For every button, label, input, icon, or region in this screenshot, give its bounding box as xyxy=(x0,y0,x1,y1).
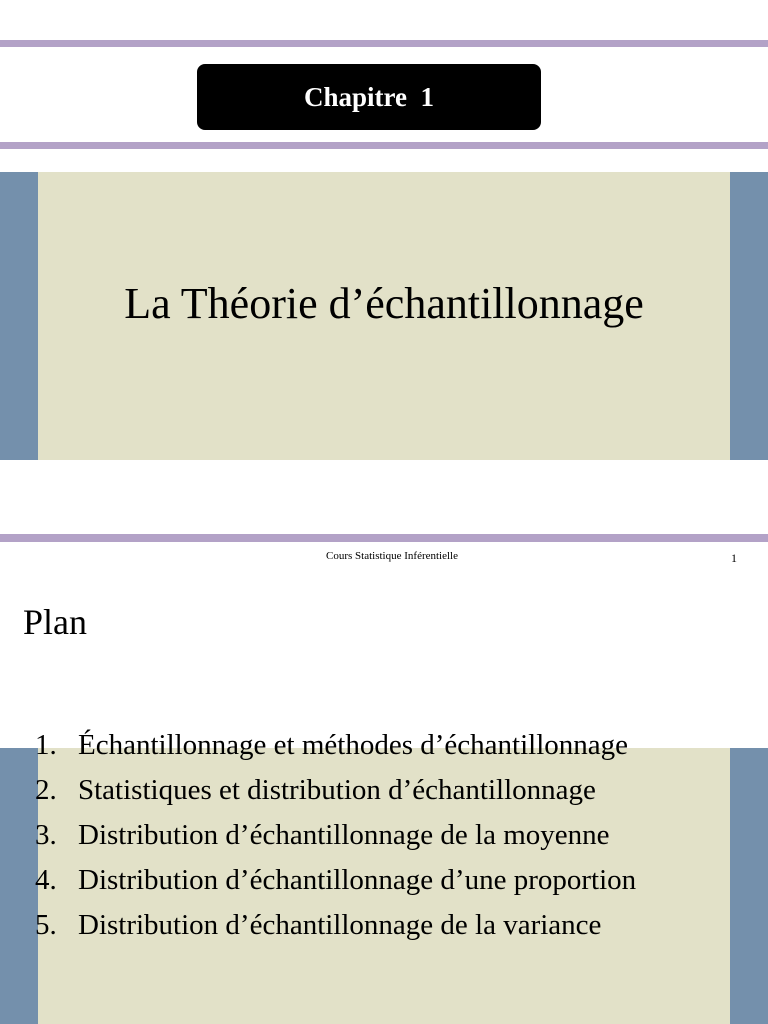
page-number: 1 xyxy=(731,551,737,565)
list-item-number: 3. xyxy=(35,819,57,851)
top-rule xyxy=(0,40,768,47)
list-item-number: 4. xyxy=(35,864,57,896)
list-item-text: Distribution d’échantillonnage d’une proportion xyxy=(78,864,637,896)
plan-title: Plan xyxy=(23,602,88,642)
list-item-text: Distribution d’échantillonnage de la variance xyxy=(78,909,602,941)
slide-title: La Théorie d’échantillonnage xyxy=(124,279,644,328)
list-item-number: 2. xyxy=(35,774,57,806)
chapter-bottom-rule xyxy=(0,142,768,149)
list-item-number: 5. xyxy=(35,909,57,941)
chapter-label: Chapitre 1 xyxy=(197,64,541,130)
list-item-text: Distribution d’échantillonnage de la moyenne xyxy=(78,819,610,851)
plan-panel-left-bar xyxy=(0,748,38,1024)
course-name: Cours Statistique Inférentielle xyxy=(326,550,458,562)
list-item-number: 1. xyxy=(35,729,57,761)
list-item-text: Échantillonnage et méthodes d’échantillonnage xyxy=(78,729,628,761)
plan-panel-right-bar xyxy=(730,748,768,1024)
footer-rule xyxy=(0,534,768,542)
list-item-text: Statistiques et distribution d’échantillonnage xyxy=(78,774,596,806)
